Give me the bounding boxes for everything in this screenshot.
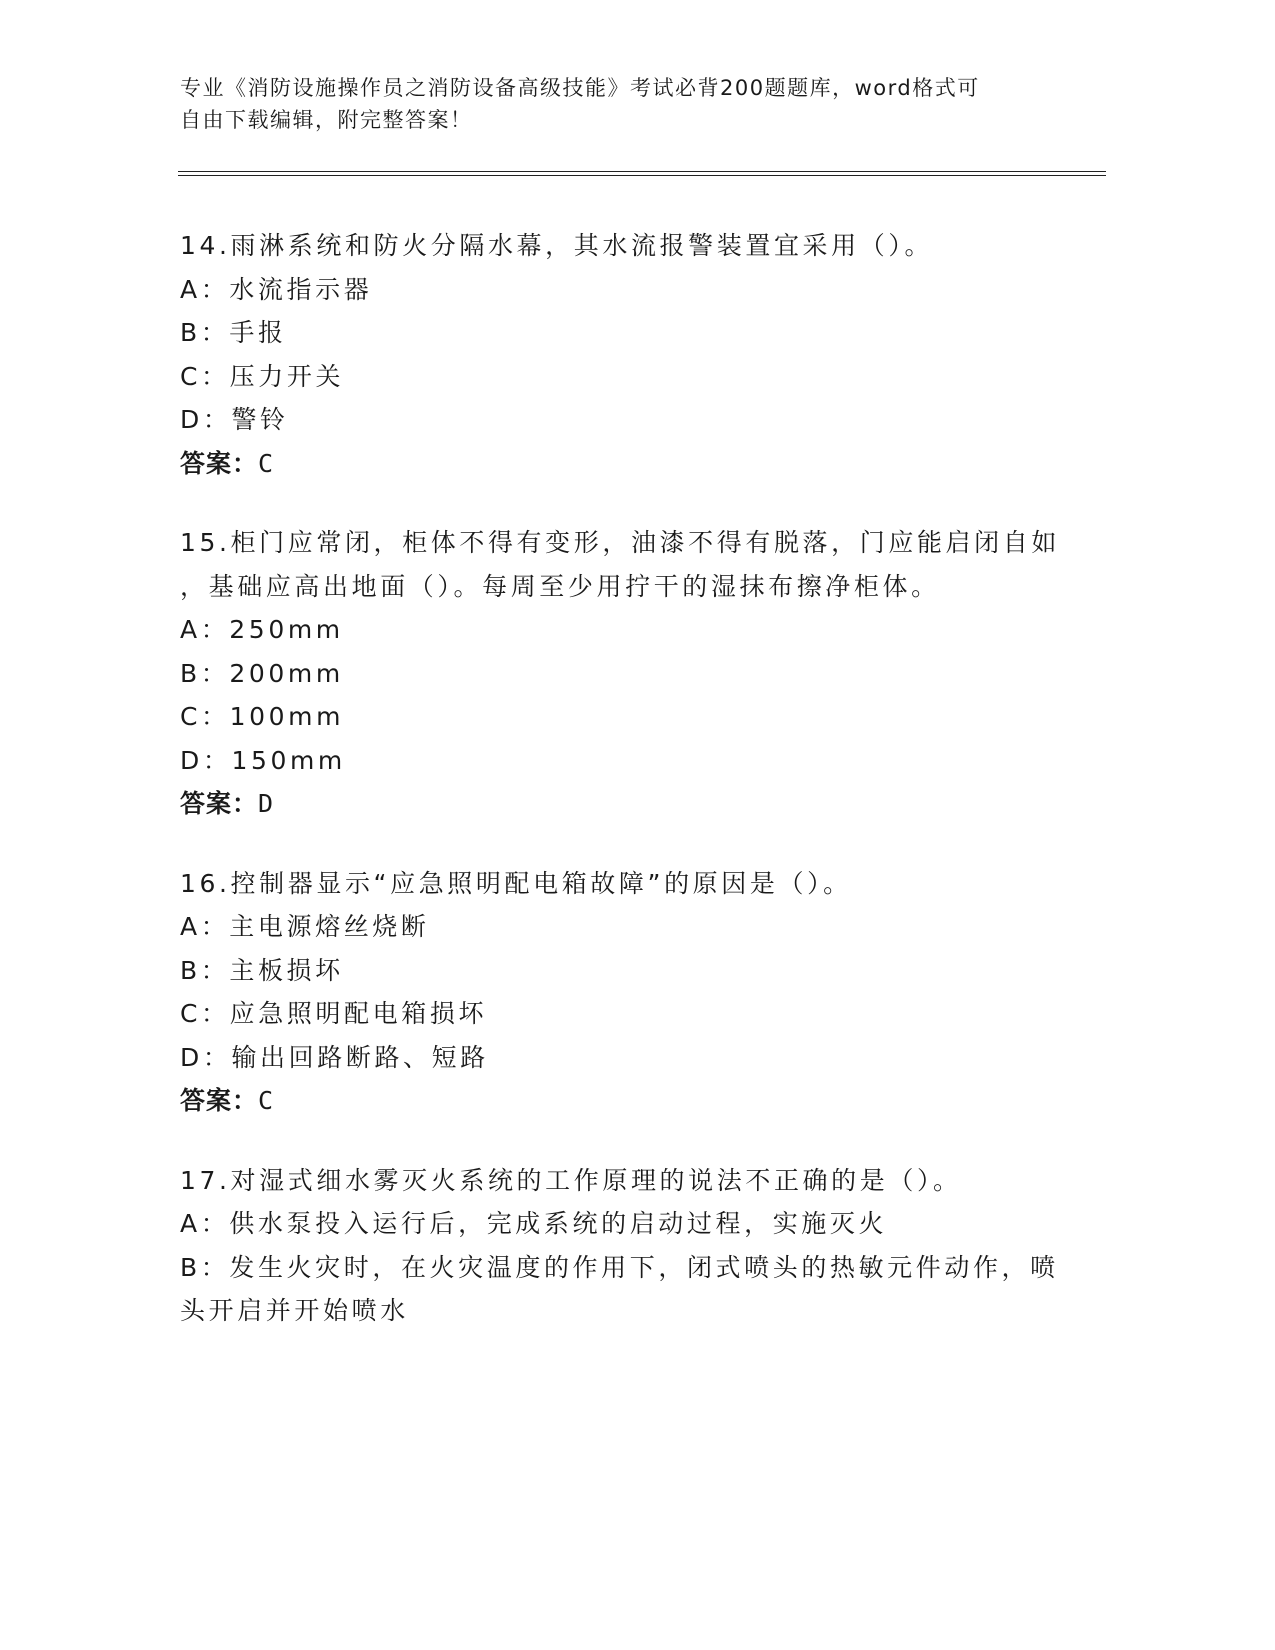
question-stem: 17.对湿式细水雾灭火系统的工作原理的说法不正确的是（）。 bbox=[180, 1165, 962, 1195]
answer-label: 答案： bbox=[180, 789, 259, 818]
option-a: A：水流指示器 bbox=[180, 274, 373, 304]
option-a: A：主电源熔丝烧断 bbox=[180, 912, 430, 941]
answer-line bbox=[180, 1079, 1050, 1123]
option-a: A：供水泵投入运行后，完成系统的启动过程，实施灭火 bbox=[180, 1209, 888, 1238]
option-b: B：手报 bbox=[180, 318, 287, 347]
header-line-2: 自由下载编辑，附完整答案！ bbox=[180, 108, 473, 132]
question-15 bbox=[180, 521, 1060, 826]
header-divider-bottom bbox=[178, 175, 1106, 176]
option-a: A：250mm bbox=[180, 615, 344, 644]
option-d: D：警铃 bbox=[180, 405, 289, 434]
answer-line bbox=[180, 782, 1050, 826]
header-divider-top bbox=[178, 171, 1106, 172]
question-16 bbox=[180, 862, 1050, 1123]
option-d: D：150mm bbox=[180, 745, 346, 775]
option-c: C：100mm bbox=[180, 702, 345, 731]
question-14 bbox=[180, 224, 1050, 485]
option-c: C：应急照明配电箱损坏 bbox=[180, 999, 488, 1028]
question-stem: 14.雨淋系统和防火分隔水幕，其水流报警装置宜采用（）。 bbox=[180, 231, 934, 260]
option-b: B：主板损坏 bbox=[180, 955, 344, 985]
answer-label: 答案： bbox=[180, 1086, 259, 1115]
answer-label: 答案： bbox=[180, 448, 259, 478]
question-stem: 16.控制器显示“应急照明配电箱故障”的原因是（）。 bbox=[180, 868, 852, 898]
answer-value: D bbox=[258, 789, 275, 818]
option-d: D：输出回路断路、短路 bbox=[180, 1042, 489, 1072]
answer-value: C bbox=[258, 448, 275, 478]
answer-line bbox=[180, 442, 1050, 486]
question-stem-line-1: 15.柜门应常闭，柜体不得有变形，油漆不得有脱落，门应能启闭自如 bbox=[180, 528, 1060, 557]
answer-value: C bbox=[258, 1086, 275, 1115]
question-list bbox=[180, 224, 1060, 1369]
document-header bbox=[180, 72, 1060, 136]
question-17 bbox=[180, 1159, 1059, 1333]
question-stem-line-2: ，基础应高出地面（）。每周至少用拧干的湿抹布擦净柜体。 bbox=[180, 571, 940, 601]
option-b-line-1: B：发生火灾时，在火灾温度的作用下，闭式喷头的热敏元件动作，喷 bbox=[180, 1252, 1059, 1282]
option-c: C：压力开关 bbox=[180, 361, 345, 391]
option-b-line-2: 头开启并开始喷水 bbox=[180, 1296, 409, 1325]
header-line-1: 专业《消防设施操作员之消防设备高级技能》考试必背200题题库，word格式可 bbox=[180, 76, 980, 100]
option-b: B：200mm bbox=[180, 658, 344, 688]
